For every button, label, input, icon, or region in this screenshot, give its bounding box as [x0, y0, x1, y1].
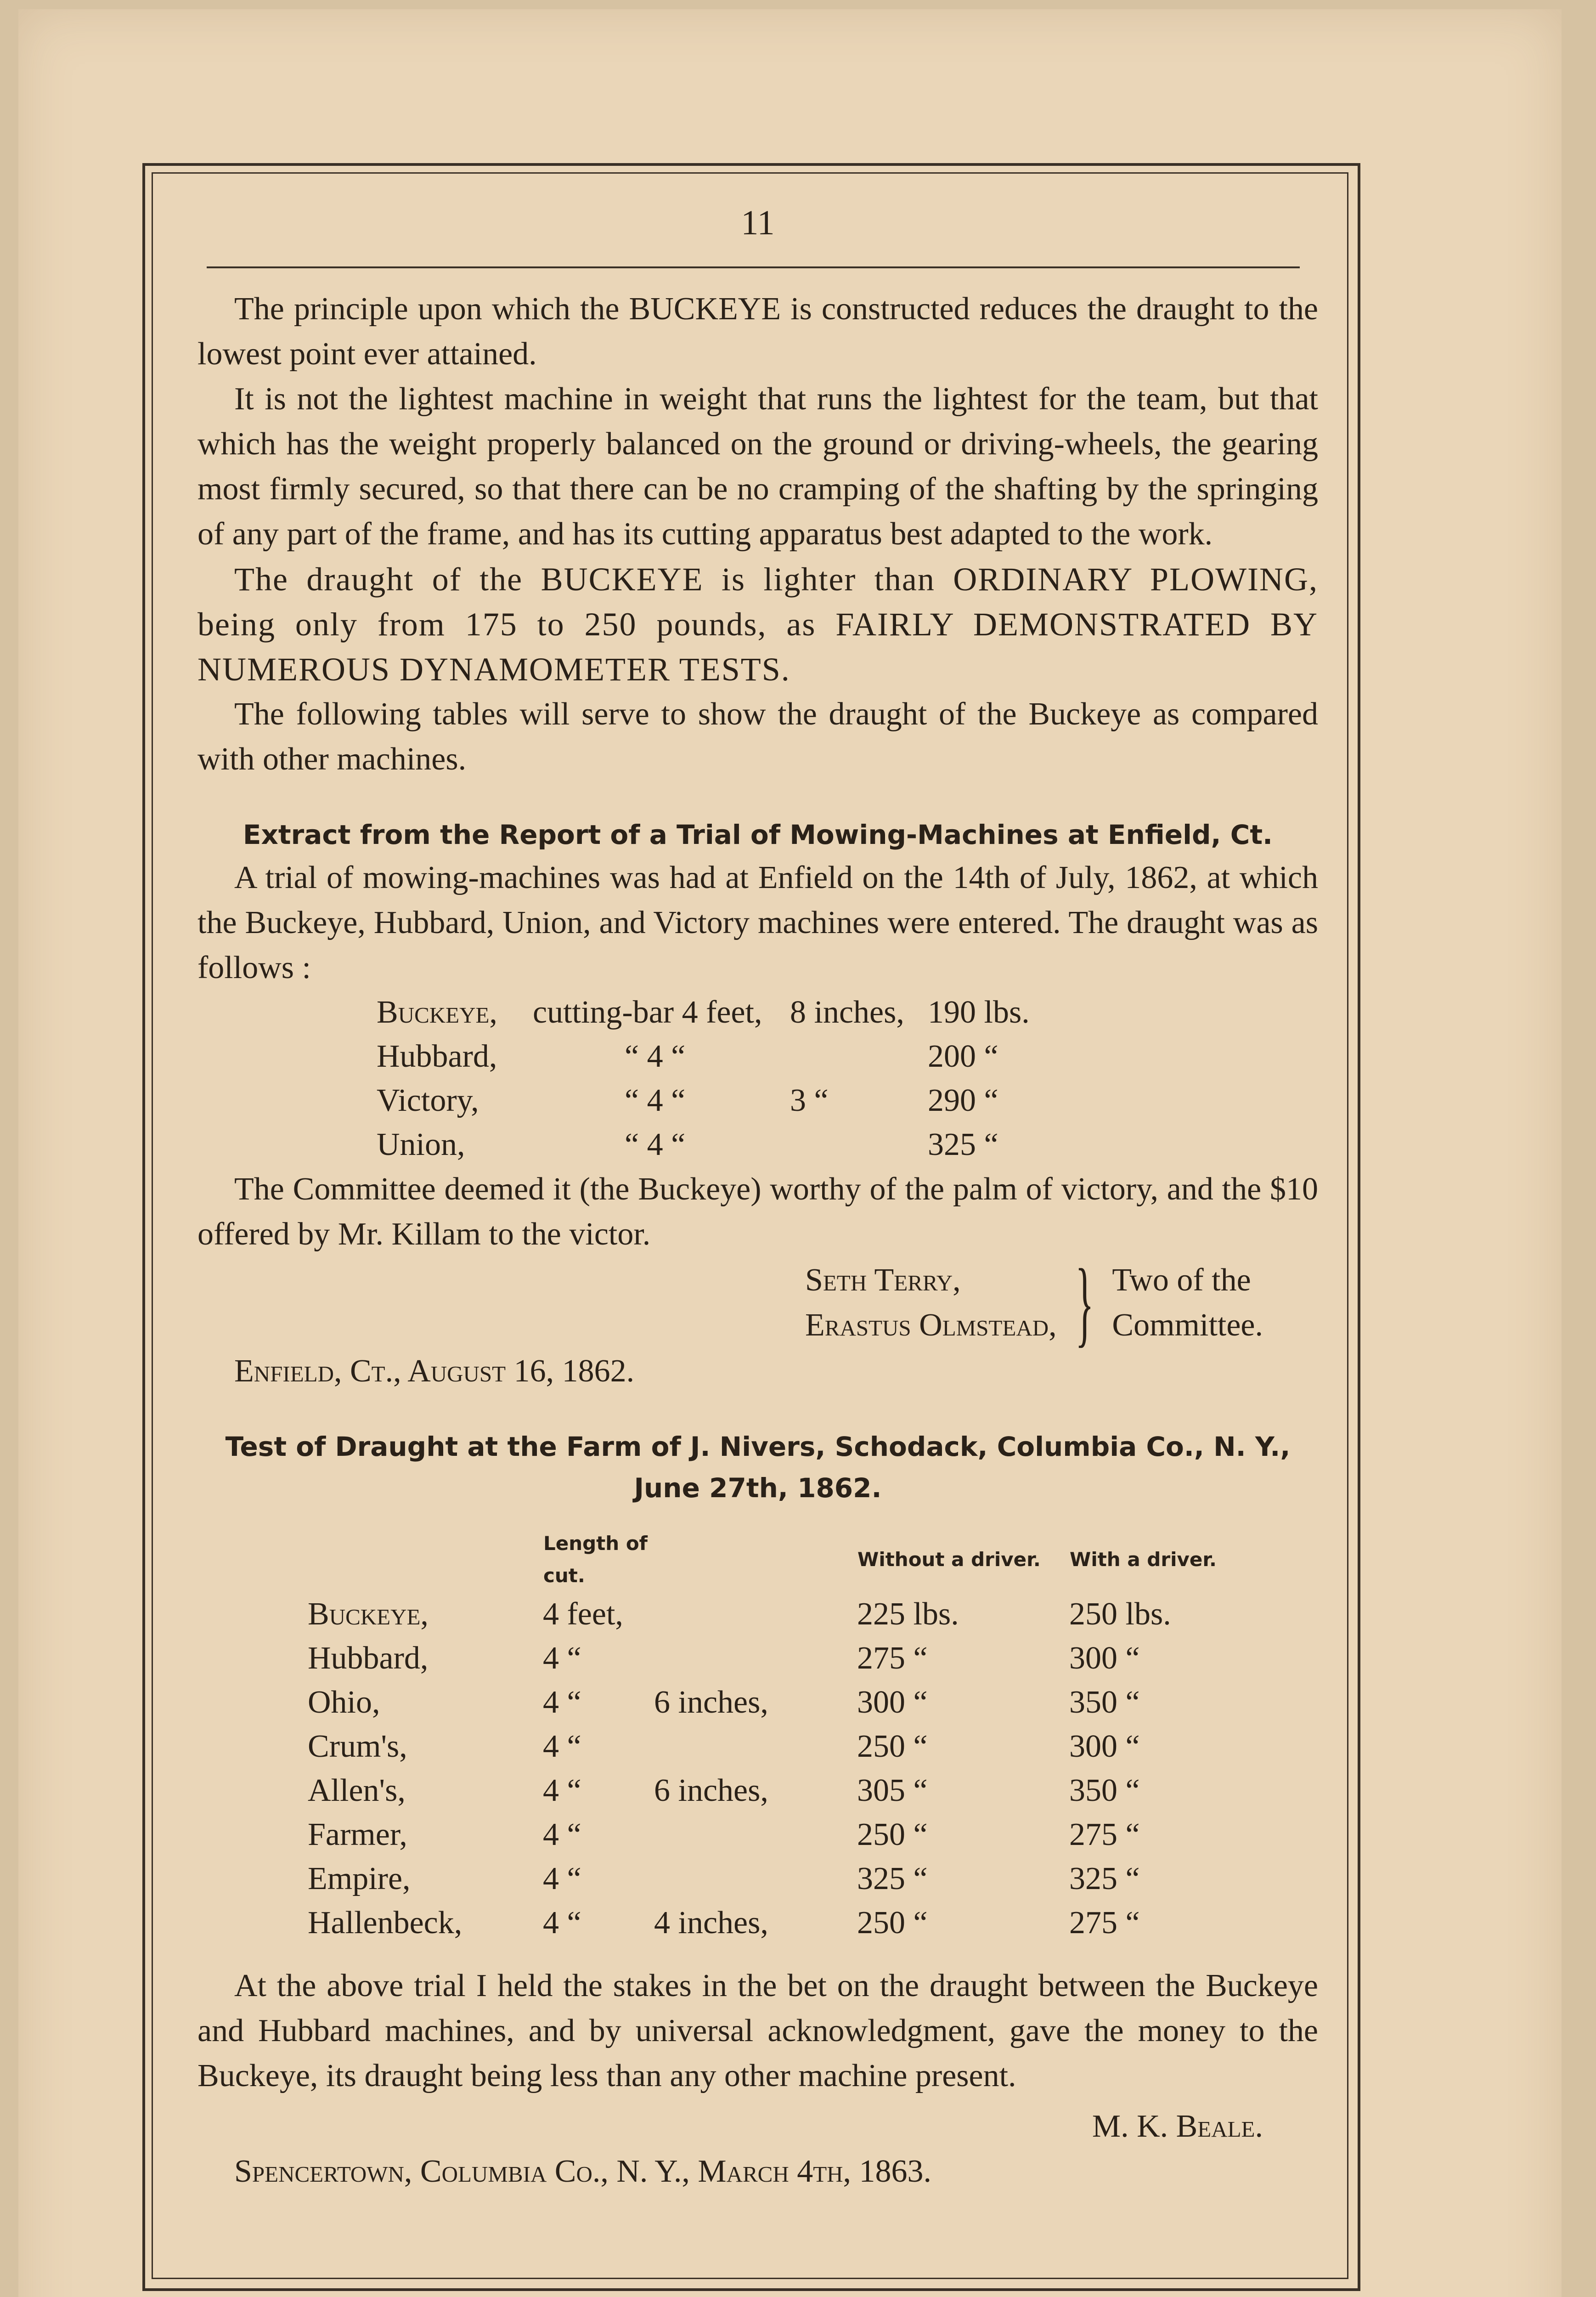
machine-name: Ohio, [308, 1685, 380, 1720]
without-driver: 300 “ [857, 1685, 928, 1720]
table-row [377, 1079, 1030, 1123]
extra-inches: 6 inches, [654, 1773, 768, 1808]
machine-name: Allen's, [308, 1773, 406, 1808]
page-number: 11 [741, 204, 775, 242]
length-of-cut: 4 “ [543, 1729, 581, 1764]
table-header-row [308, 1527, 1217, 1592]
paragraph-weight: It is not the lightest machine in weight that runs the lightest for the team, but that which has the weight properly balanced on the ground or driving-wheels, the gearing most firmly secured, so that there can be no cramping of the shafting by the springing of any part of the frame, and has its cutting apparatus best adapted to the work. [197, 381, 1318, 552]
committee-signature [197, 1250, 1263, 1356]
table-row [377, 1035, 1030, 1079]
column-header [308, 1527, 543, 1592]
extra-inches: 4 inches, [654, 1905, 768, 1941]
draught: 190 lbs. [928, 995, 1030, 1030]
without-driver: 250 “ [857, 1817, 928, 1852]
without-driver: 275 “ [857, 1641, 928, 1676]
enfield-heading: Extract from the Report of a Trial of Mowing-Machines at Enfield, Ct. [243, 819, 1273, 850]
table-row [308, 1813, 1217, 1857]
draught: 290 “ [928, 1083, 998, 1118]
machine-name: Buckeye, [377, 995, 497, 1030]
length-of-cut: 4 “ [543, 1773, 581, 1808]
length-of-cut: 4 “ [543, 1861, 581, 1896]
table-row [377, 990, 1030, 1035]
beale-statement: At the above trial I held the stakes in the bet on the draught between the Buckeye and Hubbard machines, and by universal acknowledgment, gave the money to the Buckeye, its draught being less than any other machine present. [197, 1968, 1318, 2093]
without-driver: 250 “ [857, 1905, 928, 1941]
committee-role-line2: Committee. [1112, 1307, 1263, 1343]
table-row [308, 1901, 1217, 1945]
cutting-bar: “ 4 “ [625, 1083, 686, 1118]
machine-name: Farmer, [308, 1817, 407, 1852]
enfield-draught-table [377, 990, 1030, 1167]
table-row [308, 1769, 1217, 1813]
machine-name: Hubbard, [377, 1039, 497, 1074]
signer-erastus-olmstead: Erastus Olmstead, [805, 1307, 1057, 1343]
draught: 325 “ [928, 1127, 998, 1162]
table-row [308, 1592, 1217, 1636]
extra-inches: 6 inches, [654, 1685, 768, 1720]
paragraph-tables-intro: The following tables will serve to show the draught of the Buckeye as compared with other machines. [197, 696, 1318, 777]
column-header-length: Length of cut. [543, 1532, 648, 1587]
table-row [377, 1123, 1030, 1167]
with-driver: 350 “ [1069, 1685, 1140, 1720]
without-driver: 325 “ [857, 1861, 928, 1896]
machine-name: Crum's, [308, 1729, 407, 1764]
without-driver: 305 “ [857, 1773, 928, 1808]
with-driver: 325 “ [1069, 1861, 1140, 1896]
column-header-without-driver: Without a driver. [857, 1548, 1041, 1571]
enfield-place-date: Enfield, Ct., August 16, 1862. [234, 1353, 635, 1389]
brace-glyph: } [1075, 1250, 1094, 1356]
length-of-cut: 4 “ [543, 1685, 581, 1720]
extra-inches [654, 1725, 857, 1769]
schodack-draught-table [308, 1527, 1217, 1945]
extra-inches [654, 1813, 857, 1857]
signer-seth-terry: Seth Terry, [805, 1262, 961, 1298]
column-header-with-driver: With a driver. [1070, 1548, 1217, 1571]
machine-name: Union, [377, 1127, 465, 1162]
signer-beale: M. K. Beale. [1092, 2109, 1263, 2144]
with-driver: 250 lbs. [1069, 1596, 1171, 1632]
length-of-cut: 4 “ [543, 1641, 581, 1676]
length-of-cut: 4 “ [543, 1905, 581, 1941]
extra-inches [654, 1592, 857, 1636]
cutting-bar: “ 4 “ [625, 1127, 686, 1162]
paragraph-draught: The draught of the BUCKEYE is lighter than ORDINARY PLOWING, being only from 175 to 250 pounds, as FAIRLY DEMONSTRATED BY NUMEROUS DYNAMOMETER TESTS. [197, 561, 1318, 688]
cutting-bar: cutting-bar 4 feet, [533, 995, 762, 1030]
draught: 200 “ [928, 1039, 998, 1074]
committee-role-line1: Two of the [1112, 1262, 1251, 1298]
schodack-heading: Test of Draught at the Farm of J. Nivers, Schodack, Columbia Co., N. Y., [225, 1431, 1291, 1462]
machine-name: Hallenbeck, [308, 1905, 462, 1941]
inches [790, 1035, 928, 1079]
length-of-cut: 4 feet, [543, 1596, 623, 1632]
table-row [308, 1857, 1217, 1901]
with-driver: 275 “ [1069, 1905, 1140, 1941]
machine-name: Victory, [377, 1083, 479, 1118]
paragraph-principle: The principle upon which the BUCKEYE is constructed reduces the draught to the lowest point ever attained. [197, 291, 1318, 372]
beale-signature-line [197, 2104, 1318, 2149]
cutting-bar: “ 4 “ [625, 1039, 686, 1074]
machine-name: Empire, [308, 1861, 411, 1896]
machine-name: Buckeye, [308, 1596, 429, 1632]
column-header [654, 1527, 857, 1592]
table-row [308, 1680, 1217, 1725]
extra-inches [654, 1636, 857, 1680]
inches: 8 inches, [790, 995, 904, 1030]
spencertown-place-date: Spencertown, Columbia Co., N. Y., March 4th, 1863. [234, 2154, 932, 2189]
with-driver: 275 “ [1069, 1817, 1140, 1852]
with-driver: 300 “ [1069, 1641, 1140, 1676]
with-driver: 300 “ [1069, 1729, 1140, 1764]
inches: 3 “ [790, 1083, 829, 1118]
machine-name: Hubbard, [308, 1641, 429, 1676]
table-row [308, 1725, 1217, 1769]
inches [790, 1123, 928, 1167]
extra-inches [654, 1857, 857, 1901]
header-rule [207, 266, 1300, 268]
schodack-date: June 27th, 1862. [634, 1472, 882, 1504]
enfield-conclusion: The Committee deemed it (the Buckeye) worthy of the palm of victory, and the $10 offered by Mr. Killam to the victor. [197, 1171, 1318, 1252]
without-driver: 225 lbs. [857, 1596, 959, 1632]
enfield-intro: A trial of mowing-machines was had at Enfield on the 14th of July, 1862, at which the Buckeye, Hubbard, Union, and Victory machines were entered. The draught was as follows : [197, 860, 1318, 985]
page-content [197, 198, 1318, 2194]
with-driver: 350 “ [1069, 1773, 1140, 1808]
length-of-cut: 4 “ [543, 1817, 581, 1852]
without-driver: 250 “ [857, 1729, 928, 1764]
table-row [308, 1636, 1217, 1680]
